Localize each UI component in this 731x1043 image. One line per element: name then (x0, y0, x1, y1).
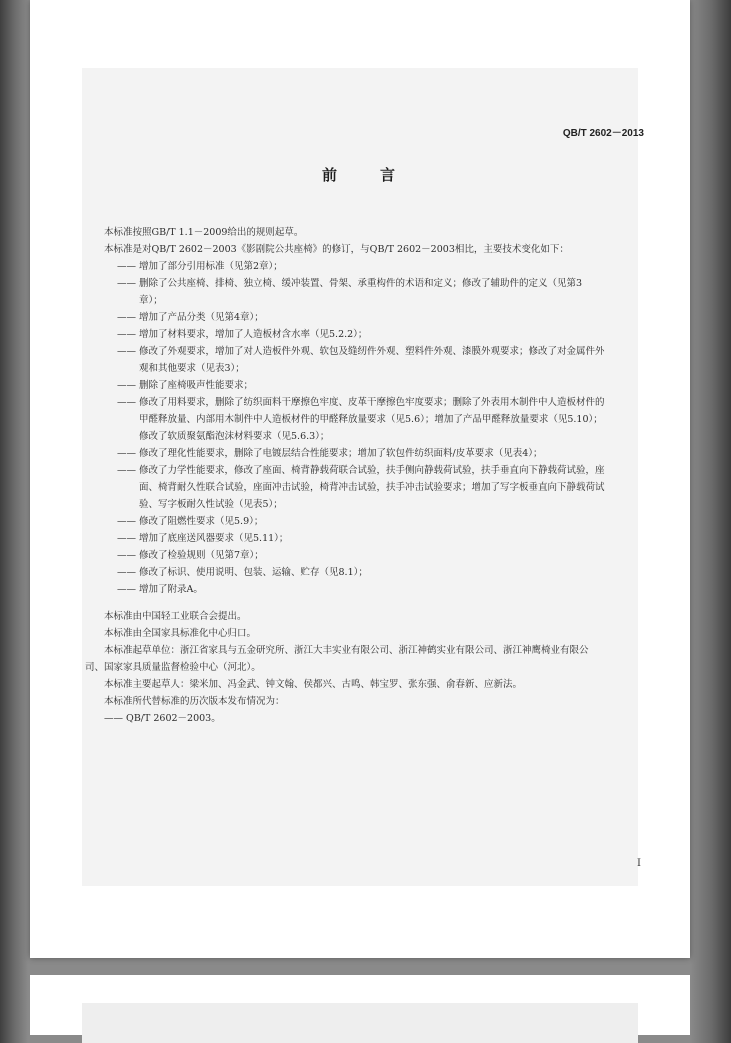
change-item: —— 增加了材料要求，增加了人造板材含水率（见5.2.2）； (85, 326, 605, 343)
dash-marker: —— (117, 346, 136, 357)
change-item: —— 修改了理化性能要求，删除了电镀层结合性能要求；增加了软包件纺织面料/皮革要求（见表4）； (85, 445, 605, 462)
change-item: —— 增加了部分引用标准（见第2章）； (85, 258, 605, 275)
dash-marker: —— (117, 329, 136, 340)
next-page-scan-area (82, 1003, 638, 1043)
page-title: 前 言 (321, 166, 409, 184)
change-item: —— 删除了座椅吸声性能要求； (85, 377, 605, 394)
page-number: I (637, 858, 641, 869)
dash-marker: —— (117, 584, 136, 595)
administrator-paragraph: 本标准由全国家具标准化中心归口。 (104, 628, 257, 639)
history-item: —— QB/T 2602－2003。 (104, 713, 221, 724)
dash-marker: —— (117, 448, 136, 459)
dash-marker: —— (117, 567, 136, 578)
proposer-paragraph: 本标准由中国轻工业联合会提出。 (104, 611, 247, 622)
change-item: —— 增加了底座送风器要求（见5.11）； (85, 530, 605, 547)
dash-marker: —— (117, 312, 136, 323)
change-item: —— 修改了检验规则（见第7章）； (85, 547, 605, 564)
history-intro-paragraph: 本标准所代替标准的历次版本发布情况为： (104, 696, 285, 707)
dash-marker: —— (117, 397, 136, 408)
change-item: —— 删除了公共座椅、排椅、独立椅、缓冲装置、骨架、承重构件的术语和定义；修改了辅助件的定义（见第3章）； (85, 275, 605, 309)
dash-marker: —— (117, 533, 136, 544)
change-item: —— 修改了标识、使用说明、包装、运输、贮存（见8.1）； (85, 564, 605, 581)
change-item: —— 修改了阻燃性要求（见5.9）； (85, 513, 605, 530)
foreword-content (85, 224, 605, 727)
change-item: —— 增加了产品分类（见第4章）； (85, 309, 605, 326)
dash-marker: —— (117, 465, 136, 476)
dash-marker: —— (117, 516, 136, 527)
intro-paragraph-2: 本标准是对QB/T 2602－2003《影剧院公共座椅》的修订，与QB/T 2602－2003相比，主要技术变化如下： (104, 244, 569, 255)
dash-marker: —— (104, 713, 123, 724)
dash-marker: —— (117, 278, 136, 289)
drafting-units-paragraph: 本标准起草单位：浙江省家具与五金研究所、浙江大丰实业有限公司、浙江神鹤实业有限公司、浙江神鹰椅业有限公司、国家家具质量监督检验中心（河北）。 (85, 645, 589, 673)
change-item: —— 修改了力学性能要求，修改了座面、椅背静载荷联合试验，扶手侧向静载荷试验，扶手垂直向下静载荷试验，座面、椅背耐久性联合试验，座面冲击试验，椅背冲击试验，扶手冲击试验要求；增加了写字板垂直向下静载荷试验、写字板耐久性试验（见表5）； (85, 462, 605, 513)
intro-paragraph-1: 本标准按照GB/T 1.1－2009给出的规则起草。 (104, 227, 304, 238)
standard-code: QB/T 2602－2013 (562, 128, 644, 139)
change-item: —— 增加了附录A。 (85, 581, 605, 598)
change-item: —— 修改了用料要求，删除了纺织面料干摩擦色牢度、皮革干摩擦色牢度要求；删除了外表用木制件中人造板材件的甲醛释放量、内部用木制件中人造板材件的甲醛释放量要求（见5.6）；增加了产品甲醛释放量要求（见5.10）；修改了软质聚氨酯泡沫材料要求（见5.6.3）； (85, 394, 605, 445)
drafters-paragraph: 本标准主要起草人：梁米加、冯金武、钟文翰、侯都兴、古鸣、韩宝罗、张东强、俞春新、应新法。 (104, 679, 523, 690)
dash-marker: —— (117, 550, 136, 561)
dash-marker: —— (117, 261, 136, 272)
dash-marker: —— (117, 380, 136, 391)
next-document-page (30, 975, 690, 1035)
change-item: —— 修改了外观要求，增加了对人造板件外观、软包及缝纫件外观、塑料件外观、漆膜外观要求；修改了对金属件外观和其他要求（见表3）； (85, 343, 605, 377)
